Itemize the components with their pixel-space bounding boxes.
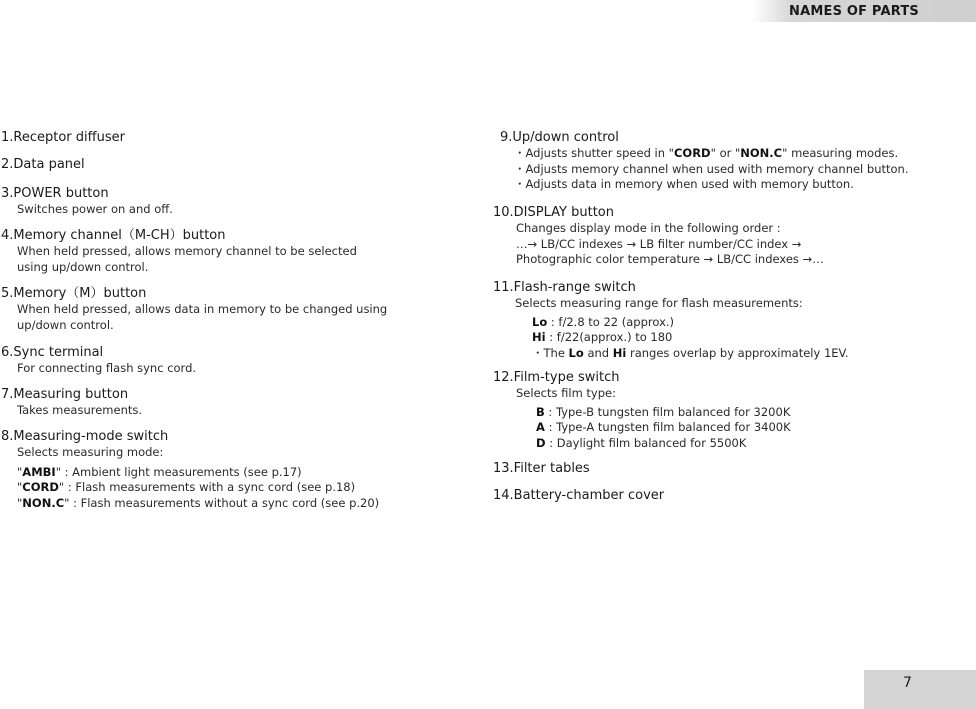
part-title: 9.Up/down control bbox=[500, 130, 619, 145]
part-title: 12.Film-type switch bbox=[493, 370, 620, 385]
section-title: NAMES OF PARTS bbox=[789, 4, 919, 19]
part-title: 6.Sync terminal bbox=[1, 345, 104, 360]
part-title: 8.Measuring-mode switch bbox=[1, 429, 169, 444]
part-title: 7.Measuring button bbox=[1, 387, 129, 402]
mode-line-ambi: "AMBI" : Ambient light measurements (see p.17) bbox=[17, 464, 302, 479]
bullet-shutter-speed: ・Adjusts shutter speed in "CORD" or "NON.C" measuring modes. bbox=[514, 146, 899, 160]
part-title: 14.Battery-chamber cover bbox=[493, 488, 665, 503]
part-item-1 bbox=[1, 130, 125, 146]
part-item-7 bbox=[1, 387, 142, 419]
mode-text: : Flash measurements with a sync cord (see p.18) bbox=[67, 480, 356, 494]
mode-name: AMBI bbox=[22, 464, 56, 479]
section-header-tab bbox=[752, 0, 976, 22]
range-lo: Lo : f/2.8 to 22 (approx.) bbox=[532, 314, 675, 329]
mode-text: : Flash measurements without a sync cord (see p.20) bbox=[73, 495, 380, 510]
part-item-6 bbox=[1, 345, 196, 377]
part-item-10 bbox=[493, 205, 824, 268]
part-description: When held pressed, allows memory channel to be selected bbox=[17, 244, 357, 258]
part-title: 1.Receptor diffuser bbox=[1, 130, 125, 145]
part-item-5 bbox=[1, 286, 387, 333]
part-item-8 bbox=[1, 429, 379, 511]
part-title: 3.POWER button bbox=[1, 186, 109, 201]
part-item-11 bbox=[493, 280, 849, 361]
part-title: 11.Flash-range switch bbox=[493, 280, 636, 295]
mode-line-cord: "CORD" : Flash measurements with a sync cord (see p.18) bbox=[17, 480, 356, 494]
part-title: 2.Data panel bbox=[1, 157, 85, 172]
part-description: Takes measurements. bbox=[17, 403, 143, 417]
part-description: Selects film type: bbox=[516, 386, 616, 400]
range-hi: Hi : f/22(approx.) to 180 bbox=[532, 330, 673, 344]
part-description: up/down control. bbox=[17, 317, 114, 332]
part-item-9 bbox=[500, 130, 909, 193]
part-description: Selects measuring mode: bbox=[17, 445, 164, 459]
part-description: Switches power on and off. bbox=[17, 202, 173, 216]
part-item-13 bbox=[493, 461, 590, 477]
bullet-memory-data: ・Adjusts data in memory when used with memory button. bbox=[514, 177, 854, 191]
part-description: Changes display mode in the following order : bbox=[516, 221, 781, 235]
film-type-b: B : Type-B tungsten film balanced for 3200K bbox=[536, 404, 791, 419]
part-item-14 bbox=[493, 488, 664, 504]
film-type-d: D : Daylight film balanced for 5500K bbox=[536, 435, 747, 450]
part-title: 5.Memory（M）button bbox=[1, 286, 147, 301]
part-item-4 bbox=[1, 228, 357, 275]
part-description: using up/down control. bbox=[17, 259, 149, 274]
part-description: When held pressed, allows data in memory to be changed using bbox=[17, 302, 388, 316]
page-number-box bbox=[864, 670, 976, 709]
range-note: ・The Lo and Hi ranges overlap by approximately 1EV. bbox=[532, 345, 849, 360]
mode-name: NON.C bbox=[22, 495, 65, 510]
mode-text: : Ambient light measurements (see p.17) bbox=[64, 464, 302, 479]
part-description: Selects measuring range for flash measurements: bbox=[515, 296, 803, 310]
part-description: For connecting flash sync cord. bbox=[17, 361, 197, 375]
mode-name: CORD bbox=[22, 480, 59, 494]
part-title: 10.DISPLAY button bbox=[493, 205, 614, 220]
mode-line-nonc: "NON.C" : Flash measurements without a sync cord (see p.20) bbox=[17, 495, 380, 510]
part-title: 13.Filter tables bbox=[493, 461, 590, 476]
film-type-a: A : Type-A tungsten film balanced for 3400K bbox=[536, 420, 791, 434]
page-number: 7 bbox=[903, 675, 912, 691]
display-sequence: Photographic color temperature → LB/CC indexes →… bbox=[516, 252, 824, 266]
part-item-2 bbox=[1, 157, 85, 173]
display-sequence: …→ LB/CC indexes → LB filter number/CC index → bbox=[516, 236, 802, 251]
bullet-memory-channel: ・Adjusts memory channel when used with memory channel button. bbox=[514, 161, 909, 176]
part-item-3 bbox=[1, 186, 173, 218]
part-title: 4.Memory channel（M-CH）button bbox=[1, 228, 226, 243]
part-item-12 bbox=[493, 370, 791, 451]
